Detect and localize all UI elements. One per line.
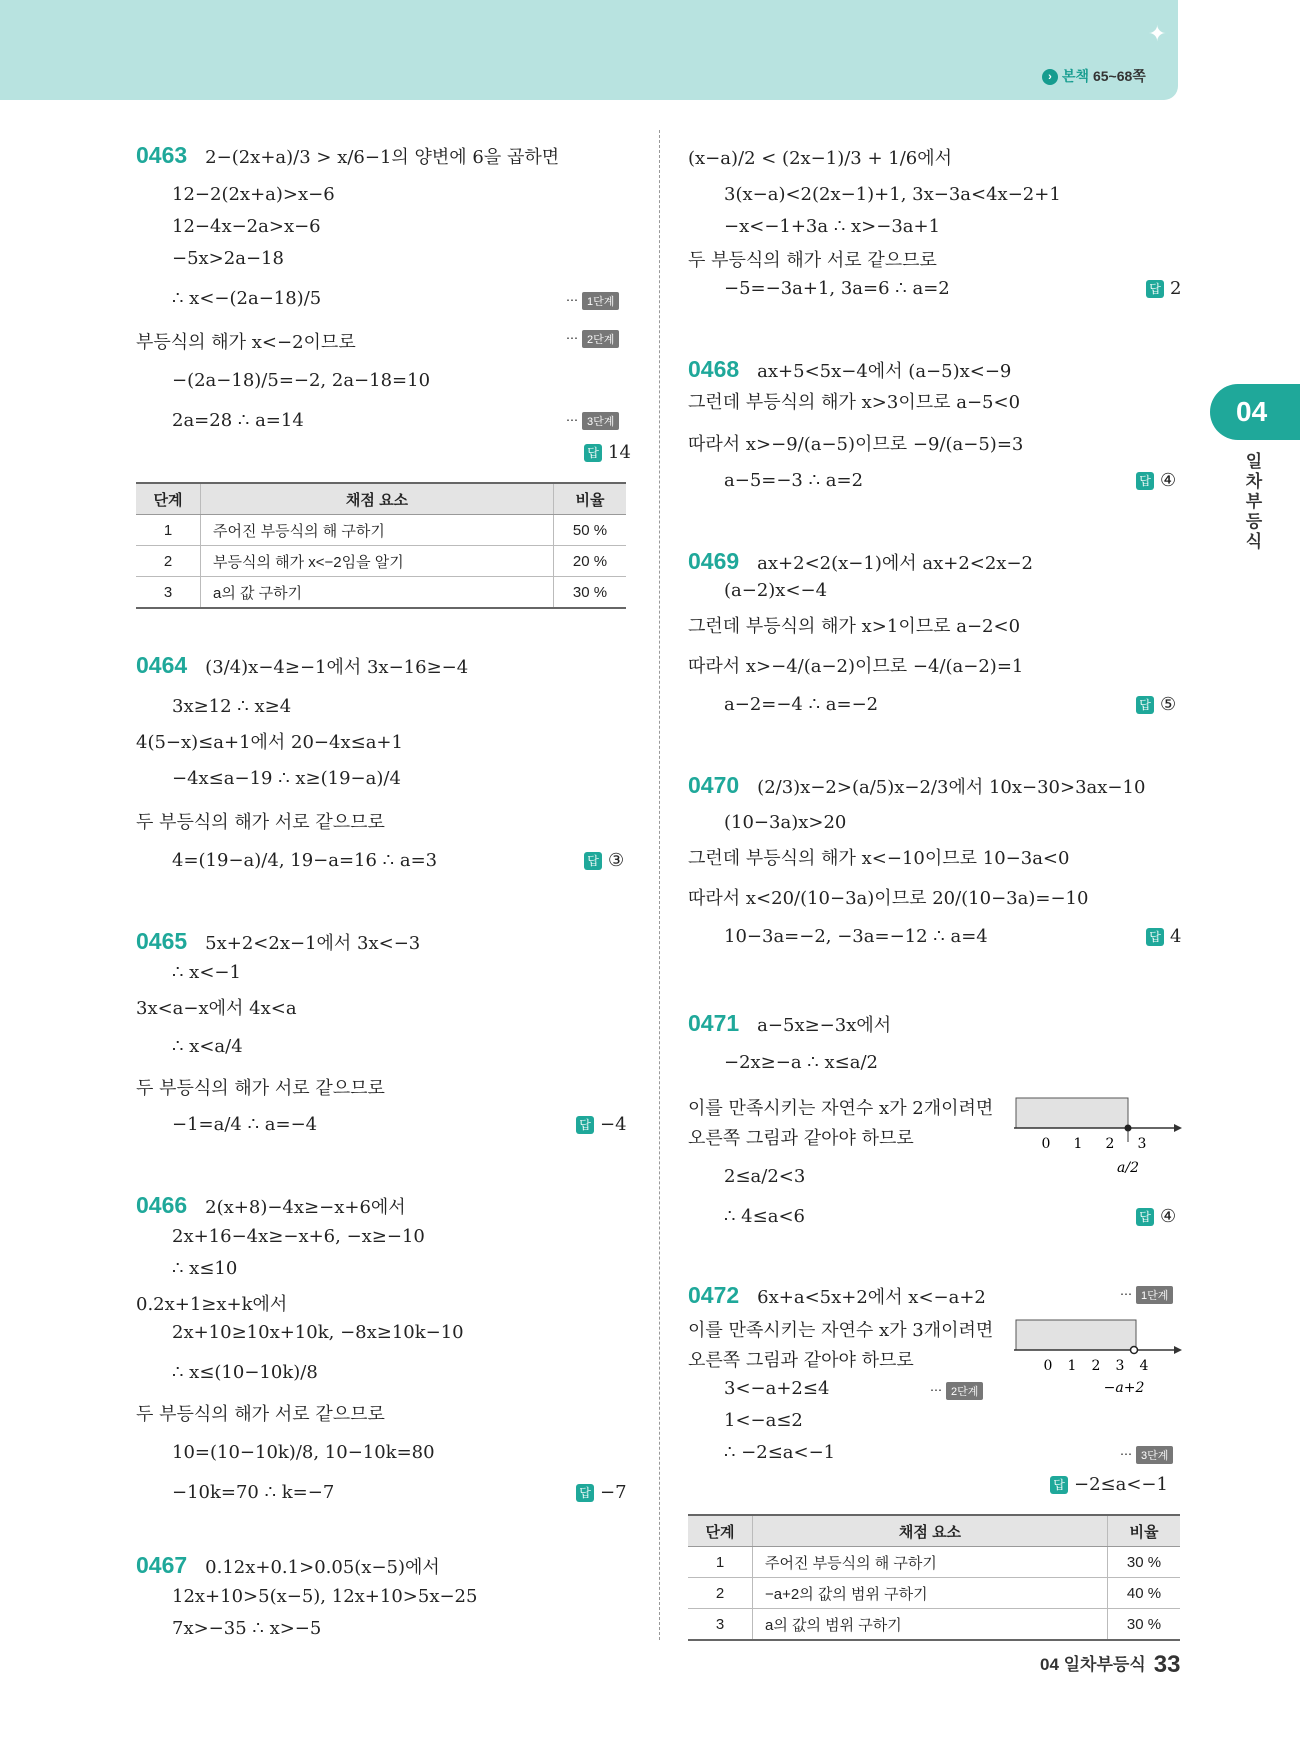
table-row: 1 주어진 부등식의 해 구하기 30 % [688,1547,1180,1578]
answer-icon: 답 [1136,696,1154,714]
problem-0467-line-7: −5=−3a+1, 3a=6 ∴ a=2 [724,278,950,299]
header-band [0,0,1178,100]
problem-0466-line-6: 두 부등식의 해가 서로 같으므로 [136,1404,385,1425]
problem-0469-line-3: 따라서 x>−4/(a−2)이므로 −4/(a−2)=1 [688,656,1024,677]
problem-0467-line-2: 7x>−35 ∴ x>−5 [172,1618,322,1639]
answer-icon: 답 [584,444,602,462]
problem-0463-line-5: 부등식의 해가 x<−2이므로 [136,332,356,353]
problem-0464-line-5: 4=(19−a)/4, 19−a=16 ∴ a=3 [172,850,438,871]
problem-0465-line-1: ∴ x<−1 [172,962,241,983]
answer-icon: 답 [576,1484,594,1502]
tick-label: 1 [1067,1358,1077,1374]
answer-icon: 답 [1146,928,1164,946]
answer: 답 14 [584,442,631,463]
table-row: 3 a의 값의 범위 구하기 30 % [688,1609,1180,1641]
problem-0472-line-5: ∴ −2≤a<−1 [724,1442,836,1463]
answer: 답 −4 [576,1114,627,1135]
problem-0466-line-7: 10=(10−10k)/8, 10−10k=80 [172,1442,435,1463]
problem-0472-line-1: 이를 만족시키는 자연수 x가 3개이려면 [688,1320,994,1341]
problem-0471-line-0: 0471 a−5x≥−3x에서 [688,1010,892,1036]
answer: 답 2 [1146,278,1181,299]
table-row: 2 부등식의 해가 x<−2임을 알기 20 % [136,546,626,577]
answer-icon: 답 [1050,1476,1068,1494]
tick-label: 0 [1043,1358,1053,1374]
problem-0463-line-2: 12−4x−2a>x−6 [172,216,321,237]
problem-0463-line-6: −(2a−18)/5=−2, 2a−18=10 [172,370,431,391]
problem-0468-line-1: 그런데 부등식의 해가 x>3이므로 a−5<0 [688,392,1021,413]
ref-pages: 65~68쪽 [1092,68,1146,84]
step-badge: ⋯ 3단계 [1120,1446,1173,1464]
problem-0469-line-1: (a−2)x<−4 [724,580,828,601]
scoring-table: 단계 채점 요소 비율 1 주어진 부등식의 해 구하기 30 % 2 −a+2의 값의 범위 구하기 40 % 3 a의 값의 범위 구하기 30 % [688,1514,1180,1641]
problem-0470-line-3: 따라서 x<20/(10−3a)이므로 20/(10−3a)=−10 [688,888,1089,909]
problem-0469-line-0: 0469 ax+2<2(x−1)에서 ax+2<2x−2 [688,548,1033,574]
problem-0466-line-2: ∴ x≤10 [172,1258,238,1279]
problem-0464-line-2: 4(5−x)≤a+1에서 20−4x≤a+1 [136,732,403,753]
answer-icon: 답 [576,1116,594,1134]
problem-0465-line-5: −1=a/4 ∴ a=−4 [172,1114,318,1135]
problem-0471-line-1: −2x≥−a ∴ x≤a/2 [724,1052,878,1073]
problem-0467-line-6: 두 부등식의 해가 서로 같으므로 [688,250,937,271]
axis-arrow-icon [1174,1124,1182,1132]
open-endpoint [1131,1347,1138,1354]
problem-0467-line-1: 12x+10>5(x−5), 12x+10>5x−25 [172,1586,478,1607]
problem-0466-line-1: 2x+16−4x≥−x+6, −x≥−10 [172,1226,425,1247]
answer: 답 ③ [584,850,624,871]
tick-label: 4 [1139,1358,1149,1374]
problem-0469-line-4: a−2=−4 ∴ a=−2 [724,694,879,715]
problem-0463-line-1: 12−2(2x+a)>x−6 [172,184,335,205]
problem-0472-line-4: 1<−a≤2 [724,1410,803,1431]
problem-0467-line-5: −x<−1+3a ∴ x>−3a+1 [724,216,941,237]
scoring-table: 단계 채점 요소 비율 1 주어진 부등식의 해 구하기 50 % 2 부등식의 해가 x<−2임을 알기 20 % 3 a의 값 구하기 30 % [136,482,626,609]
textbook-reference [1042,66,1146,86]
ref-prefix: 본책 [1062,68,1090,84]
problem-0465-line-4: 두 부등식의 해가 서로 같으므로 [136,1078,385,1099]
problem-0465-line-2: 3x<a−x에서 4x<a [136,998,297,1019]
table-row: 2 −a+2의 값의 범위 구하기 40 % [688,1578,1180,1609]
problem-0470-line-0: 0470 (2/3)x−2>(a/5)x−2/3에서 10x−30>3ax−10 [688,772,1146,798]
number-line-0471 [1014,1094,1184,1184]
problem-0467-line-3: (x−a)/2 < (2x−1)/3 + 1/6에서 [688,148,953,169]
answer-icon: 답 [1136,472,1154,490]
problem-0471-line-4: 2≤a/2<3 [724,1166,806,1187]
problem-0466-line-0: 0466 2(x+8)−4x≥−x+6에서 [136,1192,406,1218]
problem-0463-line-4: ∴ x<−(2a−18)/5 [172,288,322,309]
tick-label: 2 [1091,1358,1101,1374]
problem-0463-line-3: −5x>2a−18 [172,248,284,269]
problem-0464-line-0: 0464 (3/4)x−4≥−1에서 3x−16≥−4 [136,652,469,678]
answer: 답 ④ [1136,1206,1176,1227]
number-line-0472 [1014,1316,1184,1396]
arrow-icon: › [1042,69,1058,85]
sparkle-icon: ✦ [1148,22,1167,47]
step-badge: ⋯ 2단계 [566,330,619,348]
axis-arrow-icon [1174,1346,1182,1354]
problem-0467-line-0: 0467 0.12x+0.1>0.05(x−5)에서 [136,1552,440,1578]
problem-0466-line-8: −10k=70 ∴ k=−7 [172,1482,335,1503]
problem-0471-line-3: 오른쪽 그림과 같아야 하므로 [688,1128,914,1149]
answer-icon: 답 [1146,280,1164,298]
shaded-region [1016,1098,1128,1128]
problem-0466-line-5: ∴ x≤(10−10k)/8 [172,1362,318,1383]
answer: 답 4 [1146,926,1181,947]
axis-point-label: −a+2 [1103,1380,1145,1396]
table-row: 3 a의 값 구하기 30 % [136,577,626,609]
problem-0471-line-5: ∴ 4≤a<6 [724,1206,805,1227]
step-badge: ⋯ 2단계 [930,1382,983,1400]
problem-0470-line-2: 그런데 부등식의 해가 x<−10이므로 10−3a<0 [688,848,1070,869]
answer: 답 ④ [1136,470,1176,491]
problem-0468-line-0: 0468 ax+5<5x−4에서 (a−5)x<−9 [688,356,1012,382]
problem-0470-line-4: 10−3a=−2, −3a=−12 ∴ a=4 [724,926,988,947]
problem-0470-line-1: (10−3a)x>20 [724,812,847,833]
chapter-tab: 04 [1210,384,1300,440]
column-divider [659,130,660,1640]
chapter-title: 일차부등식 [1245,452,1263,551]
problem-0465-line-0: 0465 5x+2<2x−1에서 3x<−3 [136,928,421,954]
page-footer [1040,1650,1180,1679]
step-badge: ⋯ 1단계 [566,292,619,310]
tick-label: 1 [1073,1136,1083,1152]
shaded-region [1016,1320,1136,1350]
problem-0463-line-7: 2a=28 ∴ a=14 [172,410,304,431]
problem-0463-line-0: 0463 2−(2x+a)/3 > x/6−1의 양변에 6을 곱하면 [136,142,560,168]
answer-icon: 답 [1136,1208,1154,1226]
answer: 답 −2≤a<−1 [1050,1474,1168,1495]
problem-0466-line-3: 0.2x+1≥x+k에서 [136,1294,288,1315]
problem-0472-line-0: 0472 6x+a<5x+2에서 x<−a+2 [688,1282,986,1308]
tick-label: 3 [1115,1358,1125,1374]
problem-0472-line-2: 오른쪽 그림과 같아야 하므로 [688,1350,914,1371]
tick-label: 3 [1137,1136,1147,1152]
problem-0469-line-2: 그런데 부등식의 해가 x>1이므로 a−2<0 [688,616,1021,637]
problem-0464-line-4: 두 부등식의 해가 서로 같으므로 [136,812,385,833]
problem-0471-line-2: 이를 만족시키는 자연수 x가 2개이려면 [688,1098,994,1119]
answer-icon: 답 [584,852,602,870]
axis-point-label: a/2 [1117,1160,1139,1176]
answer: 답 ⑤ [1136,694,1176,715]
problem-number: 0463 [136,142,188,168]
footer-chapter: 04 일차부등식 [1040,1655,1146,1674]
problem-0472-line-3: 3<−a+2≤4 [724,1378,830,1399]
table-row: 1 주어진 부등식의 해 구하기 50 % [136,515,626,546]
page-number: 33 [1153,1651,1181,1678]
tick-label: 0 [1041,1136,1051,1152]
problem-0467-line-4: 3(x−a)<2(2x−1)+1, 3x−3a<4x−2+1 [724,184,1061,205]
problem-0468-line-3: a−5=−3 ∴ a=2 [724,470,864,491]
problem-0464-line-1: 3x≥12 ∴ x≥4 [172,696,292,717]
problem-0465-line-3: ∴ x<a/4 [172,1036,243,1057]
answer: 답 −7 [576,1482,627,1503]
step-badge: ⋯ 3단계 [566,412,619,430]
problem-0464-line-3: −4x≤a−19 ∴ x≥(19−a)/4 [172,768,401,789]
problem-0468-line-2: 따라서 x>−9/(a−5)이므로 −9/(a−5)=3 [688,434,1024,455]
tick-label: 2 [1105,1136,1115,1152]
step-badge: ⋯ 1단계 [1120,1286,1173,1304]
problem-0466-line-4: 2x+10≥10x+10k, −8x≥10k−10 [172,1322,464,1343]
